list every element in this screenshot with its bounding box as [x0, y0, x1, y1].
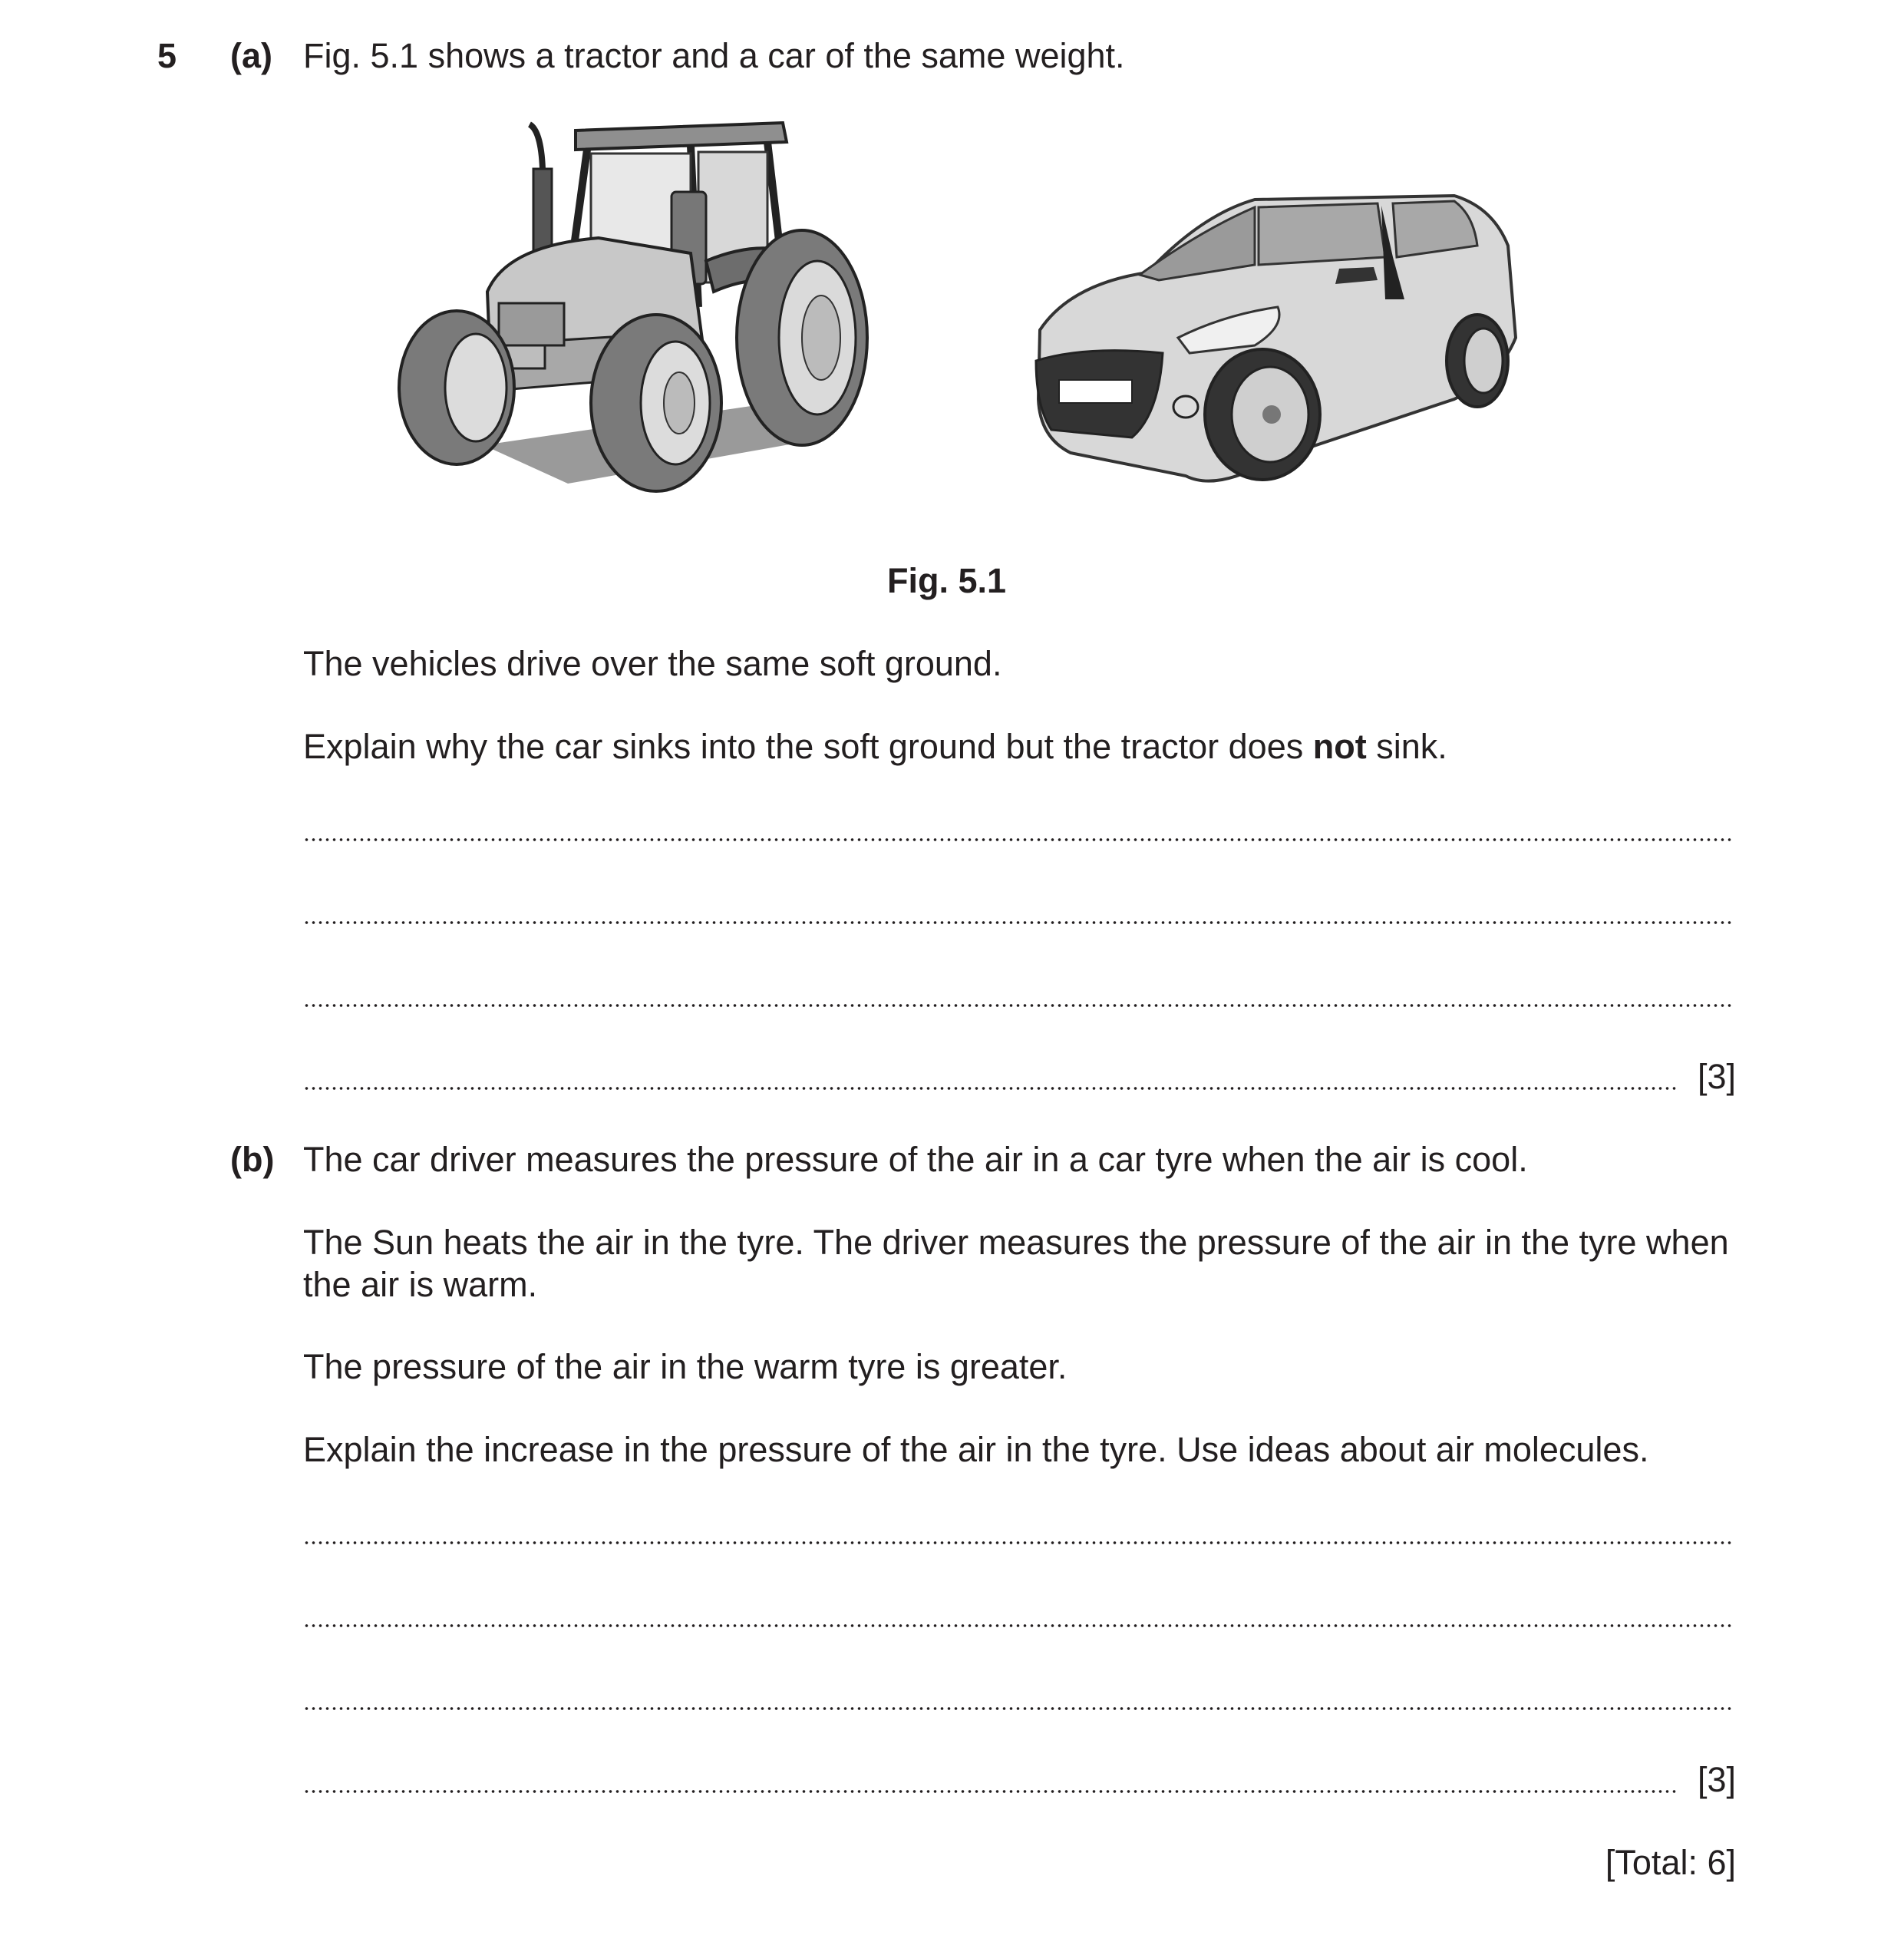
part-b-label: (b) [230, 1140, 275, 1179]
answer-line-a2[interactable] [303, 921, 1734, 924]
part-b-line2b: the air is warm. [303, 1265, 538, 1304]
total-marks: [Total: 6] [1605, 1843, 1736, 1882]
part-a-prompt [303, 726, 1447, 768]
answer-line-b4[interactable] [303, 1790, 1677, 1793]
figure-caption: Fig. 5.1 [887, 561, 1007, 600]
part-b-line3: The pressure of the air in the warm tyre is greater. [303, 1347, 1067, 1386]
part-a-prompt-bold: not [1312, 727, 1367, 766]
part-b-line2a: The Sun heats the air in the tyre. The driver measures the pressure of the air in the tyre when [303, 1223, 1729, 1262]
side-window [1259, 203, 1385, 265]
answer-line-a4[interactable] [303, 1087, 1677, 1090]
part-a-label: (a) [230, 36, 272, 75]
number-plate [1059, 380, 1132, 403]
part-a-intro: Fig. 5.1 shows a tractor and a car of the same weight. [303, 36, 1125, 75]
grille [499, 303, 564, 345]
part-b-marks: [3] [1698, 1760, 1737, 1799]
answer-line-a3[interactable] [303, 1004, 1734, 1007]
part-a-prompt-start: Explain why the car sinks into the soft ground but the tractor does [303, 727, 1313, 766]
tractor-illustration [368, 115, 890, 514]
part-a-statement: The vehicles drive over the same soft ground. [303, 644, 1002, 683]
answer-line-b2[interactable] [303, 1624, 1734, 1627]
fog-light [1173, 396, 1198, 418]
question-number: 5 [157, 36, 177, 75]
part-b-prompt: Explain the increase in the pressure of the air in the tyre. Use ideas about air molecules. [303, 1430, 1649, 1469]
part-a-prompt-end: sink. [1366, 727, 1447, 766]
car-illustration [1025, 184, 1523, 507]
part-a-marks: [3] [1698, 1057, 1737, 1096]
cab-roof [576, 123, 787, 150]
answer-line-a1[interactable] [303, 838, 1734, 841]
answer-line-b3[interactable] [303, 1707, 1734, 1710]
part-b-line1: The car driver measures the pressure of the air in a car tyre when the air is cool. [303, 1140, 1528, 1179]
answer-line-b1[interactable] [303, 1541, 1734, 1544]
